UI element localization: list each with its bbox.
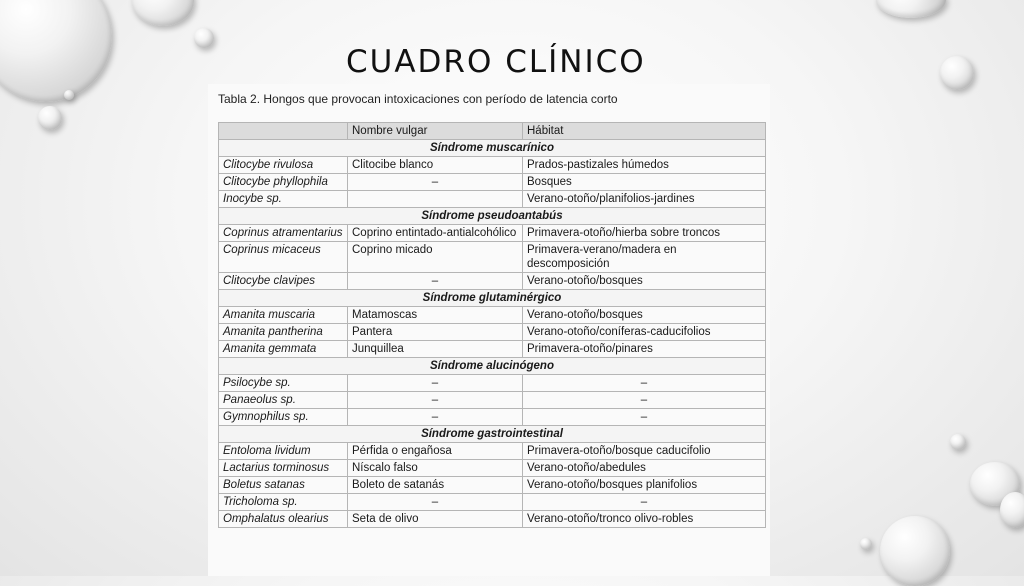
species-cell: Entoloma lividum — [219, 443, 348, 460]
section-label: Síndrome muscarínico — [219, 140, 766, 157]
species-cell: Omphalatus olearius — [219, 511, 348, 528]
species-cell: Clitocybe rivulosa — [219, 157, 348, 174]
species-cell: Amanita gemmata — [219, 341, 348, 358]
common-name-cell: – — [348, 375, 523, 392]
water-drop-decoration — [64, 90, 74, 100]
common-name-cell: Matamoscas — [348, 307, 523, 324]
common-name-cell: Seta de olivo — [348, 511, 523, 528]
slide-title: CUADRO CLÍNICO — [346, 44, 646, 80]
habitat-cell: Verano-otoño/abedules — [523, 460, 766, 477]
common-name-cell: – — [348, 174, 523, 191]
habitat-cell: – — [523, 494, 766, 511]
section-label: Síndrome alucinógeno — [219, 358, 766, 375]
water-drop-decoration — [0, 0, 112, 102]
species-cell: Lactarius torminosus — [219, 460, 348, 477]
table-row — [219, 225, 766, 242]
species-cell: Amanita muscaria — [219, 307, 348, 324]
habitat-cell: Bosques — [523, 174, 766, 191]
water-drop-decoration — [1000, 492, 1024, 528]
section-row — [219, 426, 766, 443]
table-header-row — [219, 123, 766, 140]
section-row — [219, 290, 766, 307]
table-row — [219, 157, 766, 174]
species-cell: Coprinus atramentarius — [219, 225, 348, 242]
species-cell: Inocybe sp. — [219, 191, 348, 208]
table-row — [219, 273, 766, 290]
common-name-cell: Junquillea — [348, 341, 523, 358]
table-row — [219, 307, 766, 324]
species-cell: Panaeolus sp. — [219, 392, 348, 409]
habitat-cell: – — [523, 375, 766, 392]
species-cell: Gymnophilus sp. — [219, 409, 348, 426]
habitat-cell: – — [523, 409, 766, 426]
common-name-cell: – — [348, 392, 523, 409]
habitat-cell: Primavera-otoño/pinares — [523, 341, 766, 358]
table-row — [219, 511, 766, 528]
common-name-cell: – — [348, 273, 523, 290]
common-name-cell: Coprino entintado-antialcohólico — [348, 225, 523, 242]
common-name-cell: – — [348, 494, 523, 511]
water-drop-decoration — [876, 0, 946, 18]
header-cell — [219, 123, 348, 140]
species-cell: Clitocybe clavipes — [219, 273, 348, 290]
table-row — [219, 477, 766, 494]
table-caption: Tabla 2. Hongos que provocan intoxicaciones con período de latencia corto — [218, 92, 618, 106]
water-drop-decoration — [940, 56, 974, 90]
table-row — [219, 375, 766, 392]
habitat-cell: Verano-otoño/coníferas-caducifolios — [523, 324, 766, 341]
common-name-cell: Pérfida o engañosa — [348, 443, 523, 460]
species-cell: Boletus satanas — [219, 477, 348, 494]
habitat-cell: – — [523, 392, 766, 409]
common-name-cell: Clitocibe blanco — [348, 157, 523, 174]
habitat-cell: Primavera-otoño/hierba sobre troncos — [523, 225, 766, 242]
habitat-cell: Verano-otoño/planifolios-jardines — [523, 191, 766, 208]
section-row — [219, 208, 766, 225]
species-cell: Amanita pantherina — [219, 324, 348, 341]
common-name-cell: Coprino micado — [348, 242, 523, 273]
table-row — [219, 341, 766, 358]
section-row — [219, 140, 766, 157]
table-row — [219, 494, 766, 511]
habitat-cell: Verano-otoño/bosques planifolios — [523, 477, 766, 494]
species-cell: Clitocybe phyllophila — [219, 174, 348, 191]
species-cell: Tricholoma sp. — [219, 494, 348, 511]
header-cell: Hábitat — [523, 123, 766, 140]
table-row — [219, 174, 766, 191]
table-row — [219, 242, 766, 273]
table-row — [219, 191, 766, 208]
common-name-cell: Pantera — [348, 324, 523, 341]
common-name-cell: Boleto de satanás — [348, 477, 523, 494]
table-row — [219, 460, 766, 477]
habitat-cell: Primavera-otoño/bosque caducifolio — [523, 443, 766, 460]
table-row — [219, 409, 766, 426]
section-label: Síndrome pseudoantabús — [219, 208, 766, 225]
species-cell: Psilocybe sp. — [219, 375, 348, 392]
water-drop-decoration — [132, 0, 194, 26]
habitat-cell: Verano-otoño/bosques — [523, 307, 766, 324]
table-row — [219, 443, 766, 460]
habitat-cell: Verano-otoño/bosques — [523, 273, 766, 290]
section-label: Síndrome gastrointestinal — [219, 426, 766, 443]
habitat-cell: Verano-otoño/tronco olivo-robles — [523, 511, 766, 528]
mushroom-table — [218, 122, 766, 528]
table-image — [208, 84, 770, 576]
water-drop-decoration — [194, 28, 214, 48]
table-row — [219, 392, 766, 409]
habitat-cell: Prados-pastizales húmedos — [523, 157, 766, 174]
header-cell: Nombre vulgar — [348, 123, 523, 140]
water-drop-decoration — [860, 538, 872, 550]
water-drop-decoration — [950, 434, 966, 450]
habitat-cell: Primavera-verano/madera en descomposición — [523, 242, 766, 273]
section-label: Síndrome glutaminérgico — [219, 290, 766, 307]
section-row — [219, 358, 766, 375]
table-row — [219, 324, 766, 341]
common-name-cell: Níscalo falso — [348, 460, 523, 477]
common-name-cell: – — [348, 409, 523, 426]
water-drop-decoration — [38, 106, 62, 130]
common-name-cell — [348, 191, 523, 208]
species-cell: Coprinus micaceus — [219, 242, 348, 273]
